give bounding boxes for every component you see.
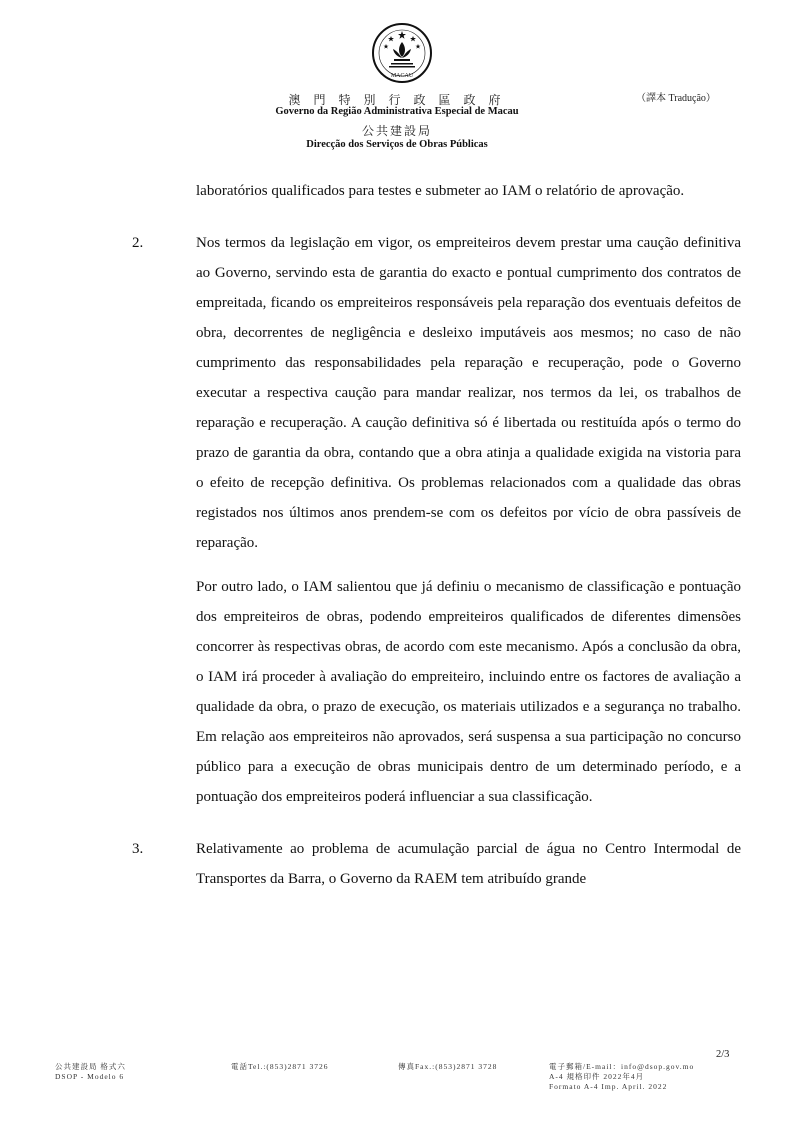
department-name-portuguese: Direcção dos Serviços de Obras Públicas bbox=[306, 139, 488, 150]
government-name-portuguese: Governo da Região Administrativa Especial de Macau bbox=[275, 106, 519, 117]
footer-format-pt: Formato A-4 Imp. April. 2022 bbox=[549, 1082, 668, 1091]
footer-email: 電子郵箱/E-mail：info@dsop.gov.mo bbox=[549, 1062, 695, 1071]
page-number: 2/3 bbox=[716, 1049, 730, 1060]
item-3-paragraph-1: Relativamente ao problema de acumulação parcial de água no Centro Intermodal de Transportes da Barra, o Governo da RAEM tem atribuído grande bbox=[196, 841, 741, 887]
list-item-2 bbox=[132, 228, 741, 558]
list-item-3 bbox=[132, 834, 741, 894]
item-2-paragraph-1: Nos termos da legislação em vigor, os empreiteiros devem prestar uma caução definitiva ao Governo, servindo esta de garantia do exacto e pontual cumprimento dos contratos de empreitada, ficando os empreiteiros responsáveis pela reparação dos eventuais defeitos de obra, decorrentes de negligência e desleixo imputáveis aos mesmos; no caso de não cumprimento das responsabilidades pela reparação e recuperação, pode o Governo executar a respectiva caução para mandar realizar, nos termos da lei, os trabalhos de reparação e recuperação. A caução definitiva só é libertada ou restituída após o termo do prazo de garantia da obra, contando que a obra atinja a qualidade exigida na vistoria para o efeito de recepção definitiva. Os problemas relacionados com a qualidade das obras registados nos últimos anos prendem-se com os defeitos por vício de obra passíveis de reparação. bbox=[196, 235, 741, 551]
item-number: 3. bbox=[132, 841, 144, 857]
item-number: 2. bbox=[132, 235, 144, 251]
document-body bbox=[132, 176, 741, 894]
footer-fax: 傳真Fax.:(853)2871 3728 bbox=[398, 1062, 498, 1071]
macau-emblem-icon bbox=[371, 22, 433, 84]
translation-tag: （譯本 Tradução） bbox=[636, 93, 716, 104]
footer-contact bbox=[549, 1062, 694, 1092]
footer-form-cn: 公共建設局 格式六 bbox=[55, 1062, 126, 1071]
continuation-paragraph: laboratórios qualificados para testes e submeter ao IAM o relatório de aprovação. bbox=[196, 183, 685, 199]
item-2-paragraph-2: Por outro lado, o IAM salientou que já definiu o mecanismo de classificação e pontuação dos empreiteiros de obras, podendo empreiteiros qualificados de diferentes dimensões concorrer às respectivas obras, de acordo com este mecanismo. Após a conclusão da obra, o IAM irá proceder à avaliação do empreiteiro, incluindo entre os factores de avaliação a qualidade da obra, o prazo de execução, os materiais utilizados e a segurança no trabalho. Em relação aos empreiteiros não aprovados, será suspensa a sua participação no concurso público para a execução de obras municipais dentro de um determinado período, e a pontuação dos empreiteiros poderá influenciar a sua classificação. bbox=[196, 579, 741, 805]
department-name-chinese: 公共建設局 bbox=[361, 124, 432, 138]
footer-format-cn: A-4 規格印件 2022年4月 bbox=[549, 1072, 645, 1081]
footer-form bbox=[55, 1062, 126, 1082]
emblem-text: MACAU bbox=[390, 73, 414, 79]
footer-tel: 電話Tel.:(853)2871 3726 bbox=[231, 1062, 329, 1071]
footer-form-pt: DSOP - Modelo 6 bbox=[55, 1072, 125, 1081]
government-name-chinese: 澳 門 特 別 行 政 區 政 府 bbox=[288, 93, 506, 107]
